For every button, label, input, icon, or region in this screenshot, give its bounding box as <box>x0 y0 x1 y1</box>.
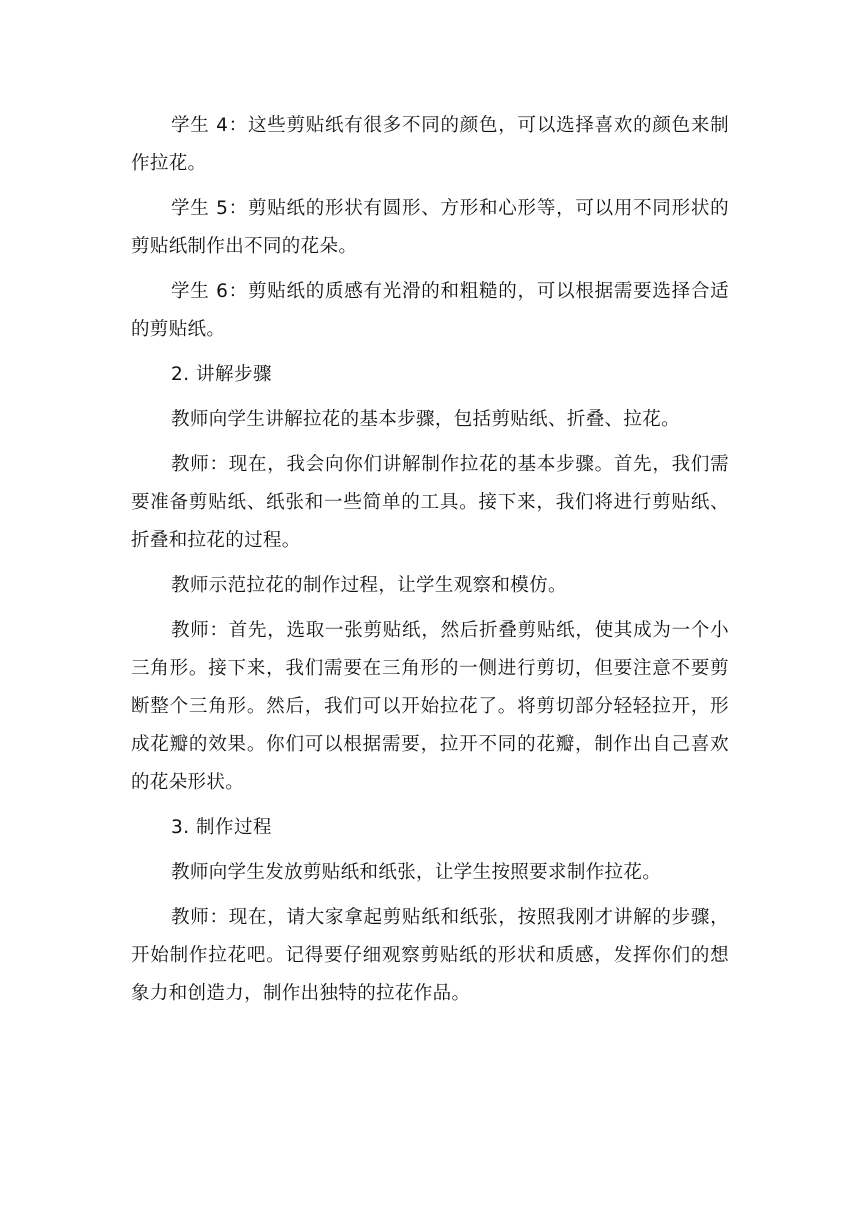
paragraph-teacher-speech-demo: 教师：首先，选取一张剪贴纸，然后折叠剪贴纸，使其成为一个小三角形。接下来，我们需要在三角形的一侧进行剪切，但要注意不要剪断整个三角形。然后，我们可以开始拉花了。将剪切部分轻轻拉开，形成花瓣的效果。你们可以根据需要，拉开不同的花瓣，制作出自己喜欢的花朵形状。 <box>131 620 729 793</box>
paragraph-teacher-explains-steps: 教师向学生讲解拉花的基本步骤，包括剪贴纸、折叠、拉花。 <box>171 409 680 430</box>
document-body <box>131 107 729 1020</box>
paragraph-student-4: 学生 4：这些剪贴纸有很多不同的颜色，可以选择喜欢的颜色来制作拉花。 <box>131 115 729 174</box>
paragraph-teacher-speech-making: 教师：现在，请大家拿起剪贴纸和纸张，按照我刚才讲解的步骤，开始制作拉花吧。记得要仔细观察剪贴纸的形状和质感，发挥你们的想象力和创造力，制作出独特的拉花作品。 <box>131 907 729 1004</box>
paragraph-student-6: 学生 6：剪贴纸的质感有光滑的和粗糙的，可以根据需要选择合适的剪贴纸。 <box>131 281 729 340</box>
paragraph-teacher-demo: 教师示范拉花的制作过程，让学生观察和模仿。 <box>171 575 567 596</box>
paragraph-teacher-speech-steps: 教师：现在，我会向你们讲解制作拉花的基本步骤。首先，我们需要准备剪贴纸、纸张和一些简单的工具。接下来，我们将进行剪贴纸、折叠和拉花的过程。 <box>131 454 729 551</box>
section-heading-explain-steps: 2. 讲解步骤 <box>171 364 273 385</box>
paragraph-teacher-distributes: 教师向学生发放剪贴纸和纸张，让学生按照要求制作拉花。 <box>171 862 662 883</box>
section-heading-making-process: 3. 制作过程 <box>171 817 273 838</box>
paragraph-student-5: 学生 5：剪贴纸的形状有圆形、方形和心形等，可以用不同形状的剪贴纸制作出不同的花朵。 <box>131 198 729 257</box>
